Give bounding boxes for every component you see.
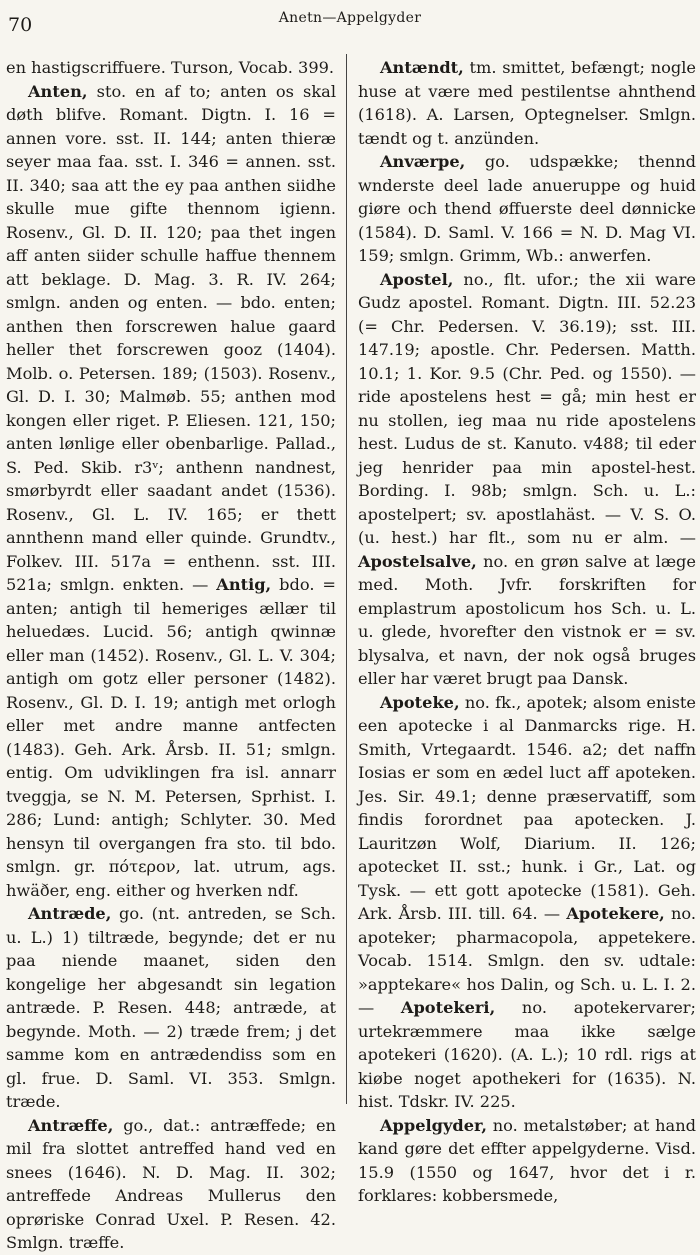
entry-body: bdo. = anten; antigh til hemeriges ællær til heluedæs. Lucid. 56; antigh qwinnæ eller man (1452). Rosenv., Gl. L. V. 304; antigh om gotz eller personer (1482). Rosenv., Gl. D. I. 19; antigh met orlogh eller met andre manne antfecten (1483). Geh. Ark. Årsb. II. 51; smlgn. entig. Om udviklingen fra isl. annarr tveggja, se N. M. Petersen, Sprhist. I. 286; Lund: antigh; Schlyter. 30. Med hensyn til overgangen fra sto. til bdo. smlgn. gr. πότερον, lat. utrum, ags. hwäðer, eng. either og hverken ndf. — [6, 575, 336, 900]
dictionary-entry — [358, 56, 696, 150]
entry-body: no. fk., apotek; alsom eniste een apotecke i al Danmarcks rige. H. Smith, Vrtegaardt. 1546. a2; det naffn Iosias er som en ædel luct aff apoteken. Jes. Sir. 49.1; denne præservatiff, som findis forordnet paa apotecken. J. Lauritzøn Wolf, Diarium. II. 126; apotecket II. sst.; hunk. i Gr., Lat. og Tysk. — ett gott apotecke (1581). Geh. Ark. Årsb. III. till. 64. — — [358, 692, 696, 923]
entry-headword: Apostel, — [380, 269, 454, 289]
entry-body: tm. smittet, befængt; nogle huse at være med pestilentse ahnthend (1618). A. Larsen, Optegnelser. Smlgn. tændt og t. anzünden. — [358, 58, 696, 148]
column-divider — [346, 54, 347, 1104]
dictionary-entry — [358, 691, 696, 1114]
entry-headword: Apostelsalve, — [358, 551, 477, 571]
dictionary-entry — [358, 268, 696, 691]
entry-body: no. apoteker; pharmacopola, appetekere. Vocab. 1514. Smlgn. den sv. udtale: »apptekare« hos Dalin, og Sch. u. L. I. 2. — — [358, 904, 697, 1017]
entry-headword: Antig, — [216, 575, 272, 594]
page-number: 70 — [8, 14, 33, 36]
left-column — [6, 56, 336, 1252]
entry-body: no. metalstøber; at hand kand gøre det effter appelgyderne. Visd. 15.9 (1550 og 1647, hvor det i r. forklares: kobbersmede, — [358, 1115, 696, 1205]
entry-headword: Antræffe, — [28, 1115, 114, 1135]
entry-headword: Apoteke, — [380, 692, 460, 712]
dictionary-entry — [6, 902, 336, 1114]
entry-headword: Anværpe, — [380, 152, 466, 171]
dictionary-entry — [6, 56, 336, 80]
dictionary-entry — [358, 150, 696, 268]
right-column — [358, 56, 697, 1205]
dictionary-entry — [6, 1114, 336, 1255]
entry-body: no. apotekervarer; urtekræmmere maa ikke sælge apotekeri (1620). (A. L.); 10 rdl. rigs at kiøbe noget apothekeri for (1635). N. hist. Tdskr. IV. 225. — [358, 998, 696, 1111]
entry-body: en hastigscriffuere. Turson, Vocab. 399. — [6, 58, 335, 77]
running-head: Anetn—Appelgyder — [278, 10, 422, 26]
entry-body: go., dat.: antræffede; en mil fra slottet antreffed hand ved en snees (1646). N. D. Mag. II. 302; antreffede Andreas Mullerus den oprøriske Conrad Uxel. P. Resen. 42. Smlgn. træffe. — [6, 1115, 336, 1252]
entry-headword: Antræde, — [28, 904, 112, 923]
entry-body: no. en grøn salve at læge med. Moth. Jvfr. forskriften for emplastrum apostolicum hos Sch. u. L. u. glede, hvorefter den vistnok er = sv. blysalva, et navn, der nok også bruges eller har været brugt paa Dansk. — [358, 551, 696, 688]
entry-headword: Apotekeri, — [400, 998, 496, 1017]
entry-body: sto. en af to; anten os skal døth blifve. Romant. Digtn. I. 16 = annen vore. sst. II. 144; anten thieræ seyer maa faa. sst. I. 346 = annen. sst. II. 340; saa att the ey paa anthen siidhe skulle mue gifte thennom igienn. Rosenv., Gl. D. II. 120; paa thet ingen aff anten siider schulle haffue thennem att beklage. D. Mag. 3. R. IV. 264; smlgn. anden og enten. — bdo. enten; anthen then forscrewen halue gaard heller thet forscrewen gooz (1404). Molb. o. Petersen. 189; (1503). Rosenv., Gl. D. I. 30; Malmøb. 55; anthen mod kongen eller riget. P. Eliesen. 121, 150; anten lønlige eller obenbarlige. Pallad., S. Ped. Skib. r3ᵛ; anthenn nandnest, smørbyrdt eller saadant andet (1536). Rosenv., Gl. L. IV. 165; er thett annthenn mand eller quinde. Grundtv., Folkev. III. 517a = enthenn. sst. III. 521a; smlgn. enkten. — — [6, 81, 336, 594]
page-header — [0, 0, 700, 50]
entry-headword: Apotekere, — [566, 904, 665, 923]
entry-headword: Antændt, — [380, 58, 464, 77]
dictionary-entry — [6, 80, 336, 903]
entry-headword: Appelgyder, — [380, 1115, 487, 1135]
entry-headword: Anten, — [28, 81, 88, 101]
dictionary-entry — [358, 1114, 696, 1208]
entry-body: go. (nt. antreden, se Sch. u. L.) 1) tiltræde, begynde; det er nu paa niende maanet, siden den kongelige her abgesandt sin legation antræde. P. Resen. 448; antræde, at begynde. Moth. — 2) træde frem; j det samme kom en antrædendiss som en gl. frue. D. Saml. VI. 353. Smlgn. træde. — [6, 904, 336, 1111]
entry-body: no., flt. ufor.; the xii ware Gudz apostel. Romant. Digtn. III. 52.23 (= Chr. Pedersen. V. 36.19); sst. III. 147.19; apostle. Chr. Pedersen. Matth. 10.1; 1. Kor. 9.5 (Chr. Ped. og 1550). — ride apostelens hest = gå; min hest er nu stollen, ieg maa nu ride apostelens hest. Ludus de st. Kanuto. v488; til eder jeg henrider paa min apostel-hest. Bording. I. 98b; smlgn. Sch. u. L.: apostelpert; sv. apostlahäst. — V. S. O. (u. hest.) har flt., som nu er alm. — — [358, 269, 696, 547]
entry-body: go. udspække; thennd wnderste deel lade anueruppe og huid giøre och thend øffuerste deel dønnicke (1584). D. Saml. V. 166 = N. D. Mag VI. 159; smlgn. Grimm, Wb.: anwerfen. — [358, 152, 696, 265]
